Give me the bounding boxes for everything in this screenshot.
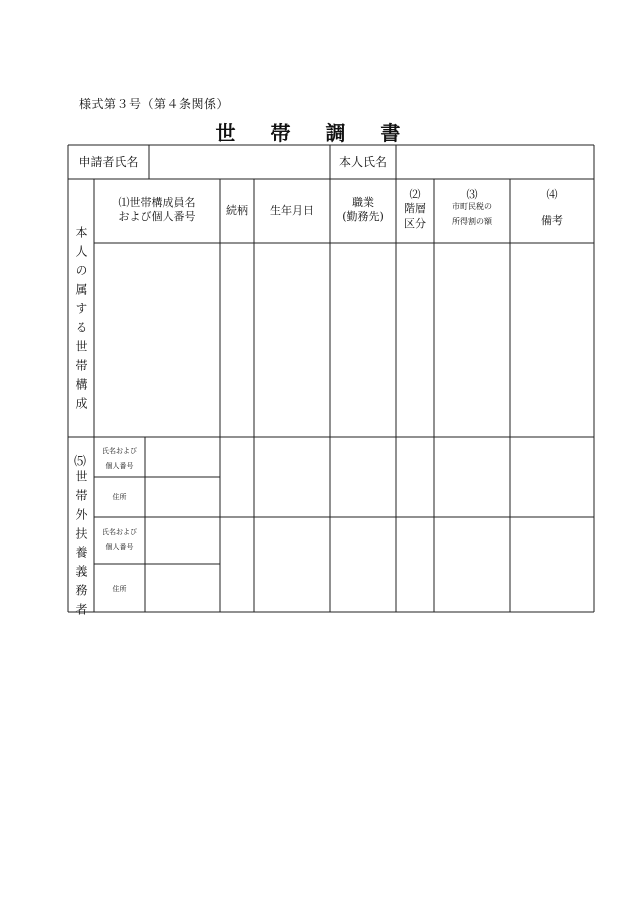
col1-line1: 世帯構成員名 [129, 196, 196, 209]
household-tax-cell[interactable] [435, 244, 509, 436]
col2-line1: 階層 [404, 202, 426, 216]
col2-number: ⑵ [409, 188, 421, 201]
external1-name-label [94, 444, 145, 473]
col3-number: ⑶ [466, 188, 478, 201]
household-occupation-cell[interactable] [331, 244, 395, 436]
external-section-number: ⑸ [73, 454, 86, 468]
household-relation-cell[interactable] [221, 244, 253, 436]
col-relation-header: 続柄 [226, 204, 248, 217]
col4-number: ⑷ [546, 188, 558, 201]
col-birthdate-header: 生年月日 [270, 204, 314, 217]
external2-name-label-line1: 氏名および [102, 528, 137, 536]
external2-address-field[interactable] [146, 565, 219, 611]
external1-name-label-line1: 氏名および [102, 447, 137, 455]
external2-name-label [94, 525, 145, 554]
person-name-field[interactable] [397, 146, 593, 178]
external1-name-label-line2: 個人番号 [105, 461, 134, 470]
col-remarks-header [510, 188, 594, 229]
col4-line1: 備考 [541, 214, 563, 228]
household-tier-cell[interactable] [397, 244, 433, 436]
external2-name-field[interactable] [146, 518, 219, 563]
col-member-name-header [94, 196, 220, 225]
external1-address-label: 住所 [112, 493, 127, 501]
external1-name-field[interactable] [146, 438, 219, 476]
col-tax-header [434, 188, 510, 227]
external1-address-field[interactable] [146, 478, 219, 516]
household-section-label: 本人の属する世帯構成 [74, 226, 88, 416]
col1-number: ⑴ [118, 196, 130, 209]
col2-line2: 区分 [404, 216, 426, 230]
col3-line2: 所得割の額 [452, 216, 492, 226]
household-member-cell[interactable] [95, 244, 219, 436]
person-name-label: 本人氏名 [338, 155, 387, 169]
external-section-label: 世帯外扶養義務者 [74, 470, 88, 622]
col-occupation-line1: 職業 [352, 196, 374, 209]
applicant-name-label: 申請者氏名 [78, 155, 139, 169]
household-birthdate-cell[interactable] [255, 244, 329, 436]
col1-line2: および個人番号 [118, 210, 196, 224]
col3-line1: 市町民税の [452, 202, 492, 212]
col-tier-header [396, 188, 434, 231]
household-remarks-cell[interactable] [511, 244, 593, 436]
external2-address-label: 住所 [112, 585, 127, 593]
external2-name-label-line2: 個人番号 [105, 542, 134, 551]
col-occupation-line2: (勤務先) [342, 210, 384, 224]
form-number: 様式第３号（第４条関係） [79, 97, 230, 111]
col-occupation-header [330, 196, 396, 225]
applicant-name-field[interactable] [150, 146, 329, 178]
document-title: 世 帯 調 書 [215, 121, 415, 145]
